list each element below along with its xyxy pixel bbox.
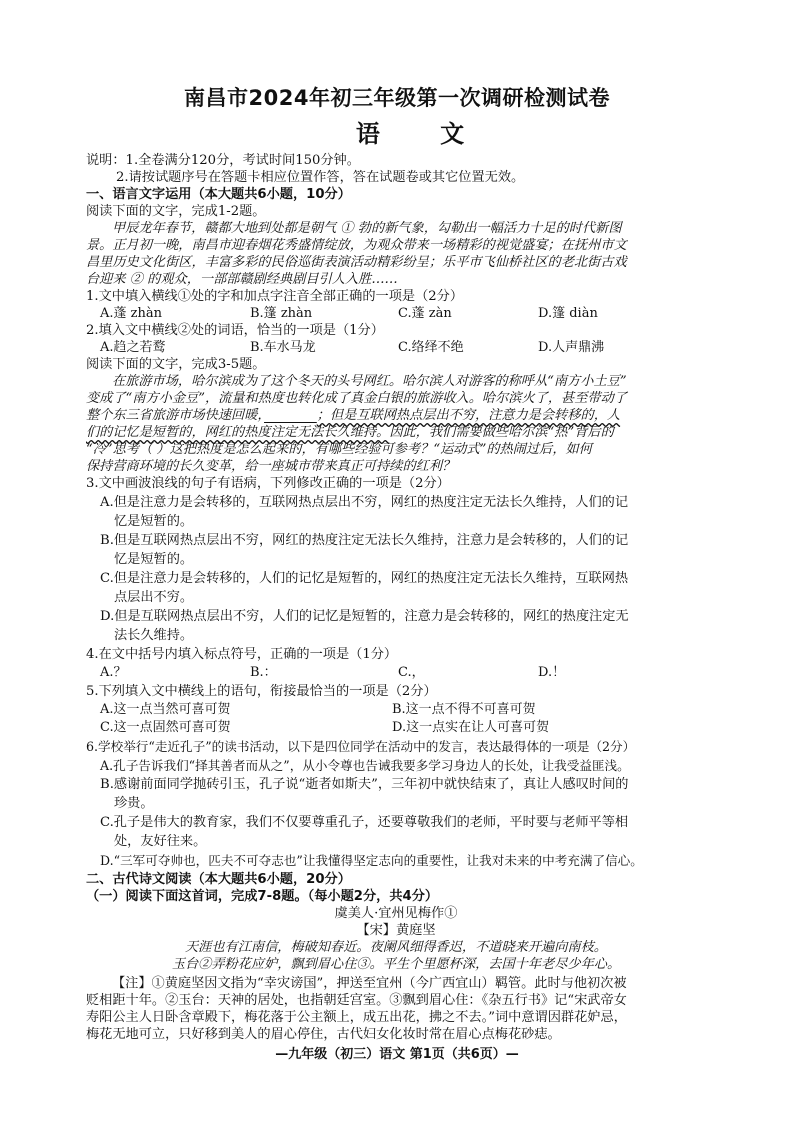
subject-title: 语 文: [355, 120, 491, 148]
q3-option-b-cont: 忆是短暂的。: [114, 552, 194, 567]
reading-intro-1: 阅读下面的文字，完成1-2题。: [86, 204, 266, 219]
poem-author: 【宋】黄庭坚: [356, 923, 436, 938]
question-3: 3.文中画波浪线的句子有语病，下列修改正确的一项是（2分）: [86, 476, 450, 491]
question-2: 2.填入文中横线②处的词语，恰当的一项是（1分）: [86, 323, 384, 338]
q4-option-c: C.，: [398, 665, 425, 680]
q6-option-c: C.孔子是伟大的教育家，我们不仅要尊重孔子，还要尊敬我们的老师，平时要与老师平等相: [100, 815, 629, 830]
fill-blank: [264, 408, 317, 423]
instruction-2: 2.请按试题序号在答题卡相应位置作答，答在试题卷或其它位置无效。: [116, 170, 525, 185]
q4-option-a: A.？: [100, 665, 127, 680]
poem-note-line: 【注】①黄庭坚因文指为“幸灾谤国”，押送至宜州（今广西宜山）羁管。此时与他初次被: [112, 976, 627, 991]
q3-option-d-cont: 法长久维持。: [114, 628, 194, 643]
q1-option-c: C.蓬 zàn: [398, 306, 452, 321]
q2-option-d: D.人声鼎沸: [538, 340, 605, 355]
question-6: 6.学校举行“走近孔子”的读书活动，以下是四位同学在活动中的发言，表达最得体的一项是（2分）: [86, 739, 636, 754]
instruction-1: 说明：1.全卷满分120分，考试时间150分钟。: [86, 153, 360, 168]
passage-1-line: 甲辰龙年春节，赣都大地到处都是朝气 ① 勃的新气象，勾勒出一幅活力十足的时代新图: [112, 221, 622, 236]
q3-option-a-cont: 忆是短暂的。: [114, 514, 194, 529]
q1-option-d: D.篷 diàn: [538, 306, 598, 321]
q3-option-b: B.但是互联网热点层出不穷，网红的热度注定无法长久维持，注意力是会转移的，人们的记: [100, 533, 629, 548]
q3-option-c-cont: 点层出不穷。: [114, 590, 194, 605]
q1-option-b: B.篷 zhàn: [250, 306, 313, 321]
section-1-heading: 一、语言文字运用（本大题共6小题，10分）: [86, 187, 351, 202]
passage-2-line: 在旅游市场，哈尔滨成为了这个冬天的头号网红。哈尔滨人对游客的称呼从“南方小土豆”: [112, 374, 627, 389]
passage-1-line: 昌里历史文化街区，丰富多彩的民俗巡街表演活动精彩纷呈；乐平市飞仙桥社区的老北街古戏: [86, 255, 627, 270]
passage-2-line: “冷”思考（ ）这把热度是怎么起来的，有哪些经验可参考？“运动式”的热闹过后，如何: [86, 442, 592, 457]
page-footer: —九年级（初三）语文 第1页（共6页）—: [275, 1047, 519, 1062]
passage-2-line: [86, 424, 706, 441]
wavy-sentence-part: ；但是互联网热点层出不穷，注意力是会转移的，人: [316, 408, 621, 423]
q5-option-b: B.这一点不得不可喜可贺: [392, 702, 536, 717]
poem-line-2: 玉台②弄粉花应妒，飘到眉心住③。平生个里愿杯深，去国十年老尽少年心。: [171, 957, 621, 972]
poem-note-line: 梅花无地可立，只好移到美人的眉心停住，古代妇女化妆时常在眉心点梅花砂痣。: [86, 1027, 561, 1042]
question-5: 5.下列填入文中横线上的语句，衔接最恰当的一项是（2分）: [86, 684, 437, 699]
q4-option-d: D.！: [538, 665, 566, 680]
exam-title: 南昌市2024年初三年级第一次调研检测试卷: [184, 86, 610, 110]
q6-option-d: D.“三军可夺帅也，匹夫不可夺志也”让我懂得坚定志向的重要性，让我对未来的中考充满了信心。: [100, 853, 643, 868]
question-4: 4.在文中括号内填入标点符号，正确的一项是（1分）: [86, 647, 398, 662]
q2-option-b: B.车水马龙: [250, 340, 316, 355]
passage-1-line: 台迎来 ② 的观众，一部部赣剧经典剧目引人入胜……: [86, 272, 398, 287]
q6-option-c-cont: 处，友好往来。: [114, 834, 207, 849]
q3-option-d: D.但是互联网热点层出不穷，人们的记忆是短暂的，注意力是会转移的，网红的热度注定无: [100, 609, 629, 624]
q6-option-b-cont: 珍贵。: [114, 796, 154, 811]
wavy-sentence-part: 们的记忆是短暂的，网红的热度注定无法长久维持。: [86, 425, 390, 440]
q5-option-d: D.这一点实在让人可喜可贺: [392, 720, 550, 735]
passage-2-line: 变成了“南方小金豆”，流量和热度也转化成了真金白银的旅游收入。哈尔滨火了，甚至带动了: [86, 391, 627, 406]
q3-option-a: A.但是注意力是会转移的，互联网热点层出不穷，网红的热度注定无法长久维持，人们的记: [100, 495, 629, 510]
passage-2-text: 整个东三省旅游市场快速回暖，: [86, 408, 265, 423]
q4-option-b: B.：: [250, 665, 277, 680]
q2-option-a: A.趋之若鹜: [100, 340, 166, 355]
question-1: 1.文中填入横线①处的字和加点字注音全部正确的一项是（2分）: [86, 289, 464, 304]
section-2-subheading: （一）阅读下面这首词，完成7-8题。（每小题2分，共4分）: [86, 889, 439, 904]
q5-option-a: A.这一点当然可喜可贺: [100, 702, 231, 717]
q6-option-b: B.感谢前面同学抛砖引玉，孔子说“逝者如斯夫”，三年初中就快结束了，真让人感叹时间的: [100, 777, 629, 792]
poem-line-1: 天涯也有江南信，梅破知春近。夜阑风细得香迟，不道晓来开遍向南枝。: [185, 940, 607, 955]
poem-title: 虞美人·宜州见梅作①: [334, 906, 458, 921]
passage-1-line: 景。正月初一晚，南昌市迎春烟花秀盛情绽放，为观众带来一场精彩的视觉盛宴；在抚州市文: [86, 238, 627, 253]
q6-option-a: A.孔子告诉我们“择其善者而从之”，从小令尊也告诫我要多学习身边人的长处，让我受益匪浅。: [100, 758, 630, 773]
q1-option-a: A.蓬 zhàn: [100, 306, 162, 321]
q3-option-c: C.但是注意力是会转移的，人们的记忆是短暂的，网红的热度注定无法长久维持，互联网热: [100, 571, 629, 586]
passage-2-line: 保持营商环境的长久变革，给一座城市带来真正可持续的红利？: [86, 459, 456, 474]
q5-option-c: C.这一点固然可喜可贺: [100, 720, 231, 735]
poem-note-line: 贬相距十年。②玉台：天神的居处，也指朝廷宫室。③飘到眉心住：《杂五行书》记“宋武帝女: [86, 993, 627, 1008]
poem-note-line: 寿阳公主人日卧含章殿下，梅花落于公主额上，成五出花，拂之不去。”词中意谓因群花妒忌，: [86, 1010, 627, 1025]
section-2-heading: 二、古代诗文阅读（本大题共6小题，20分）: [86, 872, 351, 887]
passage-2-text: 因此，我们需要做些哈尔滨“热”背后的: [389, 425, 614, 440]
q2-option-c: C.络绎不绝: [398, 340, 464, 355]
passage-2-line: [86, 407, 706, 424]
reading-intro-2: 阅读下面的文字，完成3-5题。: [86, 357, 266, 372]
